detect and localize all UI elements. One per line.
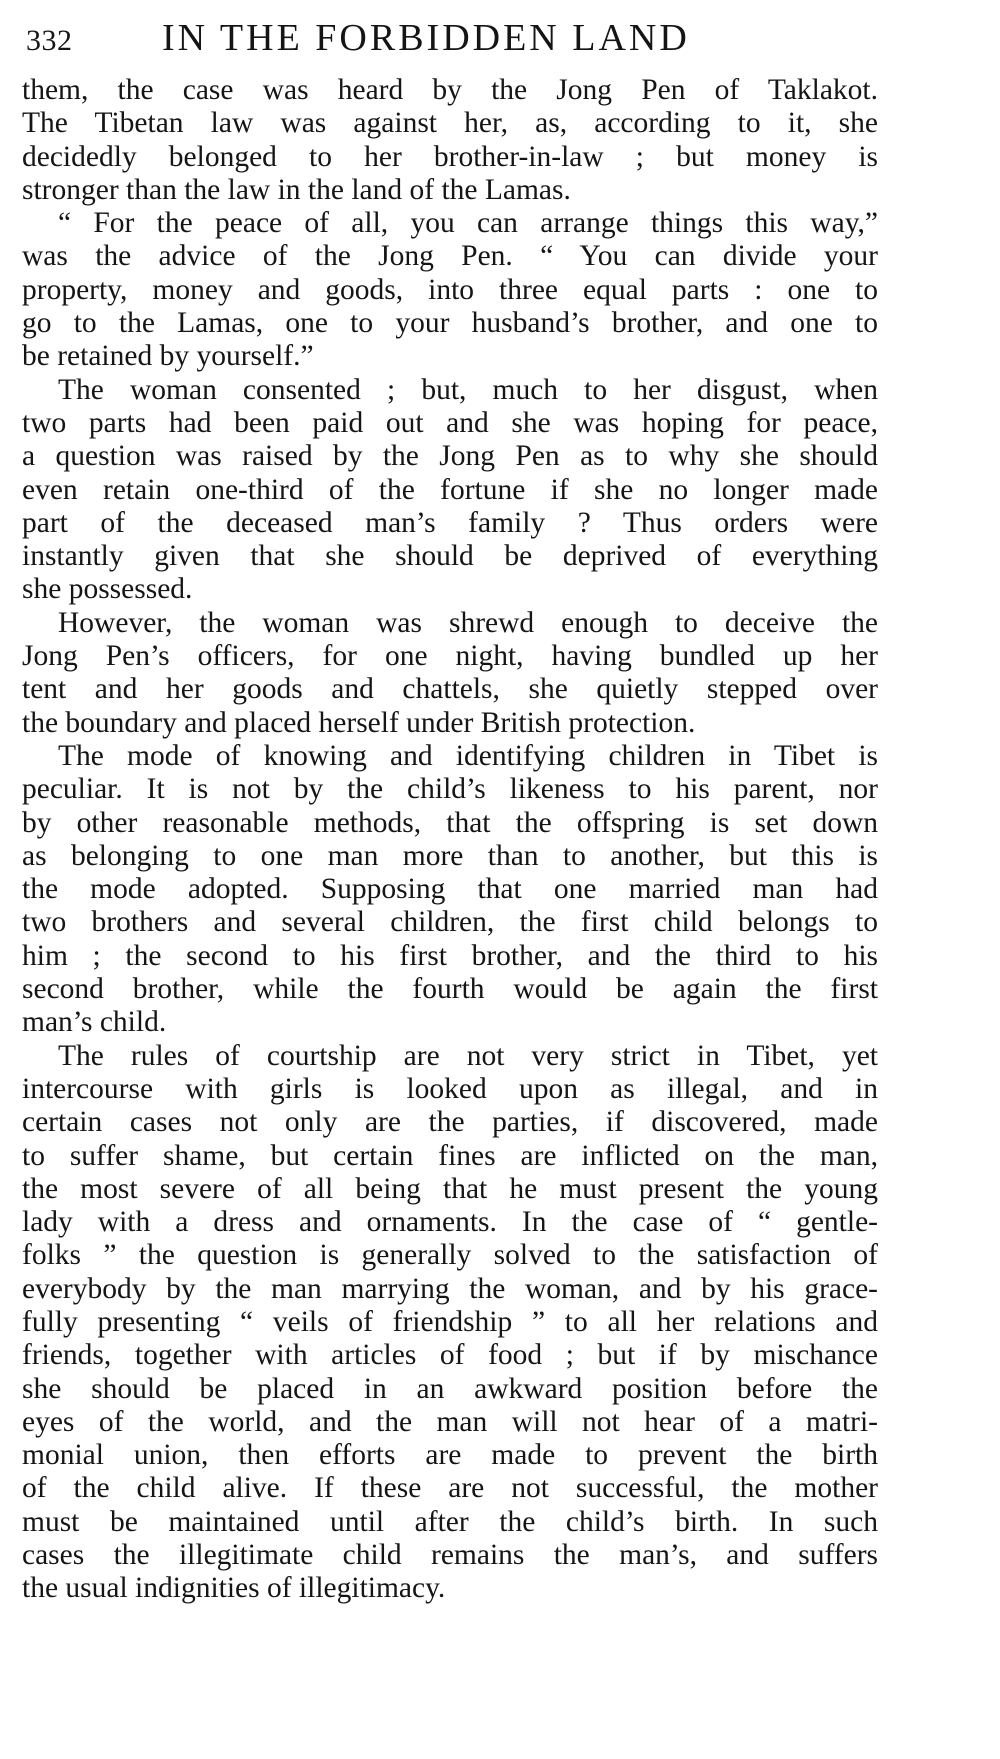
text-line: stronger than the law in the land of the Lamas. <box>22 173 571 206</box>
text-line: The rules of courtship are not very strict in Tibet, yet <box>58 1039 878 1072</box>
text-line: eyes of the world, and the man will not hear of a matri- <box>22 1405 878 1438</box>
running-title: IN THE FORBIDDEN LAND <box>162 17 690 59</box>
text-line: everybody by the man marrying the woman, and by his grace- <box>22 1272 878 1305</box>
text-line: of the child alive. If these are not successful, the mother <box>22 1472 878 1505</box>
text-line: second brother, while the fourth would be again the first <box>22 973 878 1006</box>
text-line: cases the illegitimate child remains the man’s, and suffers <box>22 1539 878 1572</box>
text-line: even retain one-third of the fortune if she no longer made <box>22 473 878 506</box>
paragraph <box>22 207 878 373</box>
text-line: fully presenting “ veils of friendship ” to all her relations and <box>22 1305 878 1338</box>
text-line: was the advice of the Jong Pen. “ You can divide your <box>22 240 878 273</box>
text-line: she should be placed in an awkward position before the <box>22 1372 878 1405</box>
paragraph <box>22 1040 878 1606</box>
page-number: 332 <box>26 24 73 57</box>
text-line: intercourse with girls is looked upon as illegal, and in <box>22 1072 878 1105</box>
text-line: However, the woman was shrewd enough to deceive the <box>58 606 878 639</box>
paragraph <box>22 740 878 1040</box>
text-line: a question was raised by the Jong Pen as to why she should <box>22 440 878 473</box>
text-line: by other reasonable methods, that the offspring is set down <box>22 806 878 839</box>
text-line: them, the case was heard by the Jong Pen of Taklakot. <box>22 74 878 106</box>
text-line: the usual indignities of illegitimacy. <box>22 1572 446 1605</box>
text-line: decidedly belonged to her brother-in-law ; but money is <box>22 140 878 173</box>
paragraph <box>22 607 878 740</box>
text-line: Jong Pen’s officers, for one night, having bundled up her <box>22 640 878 673</box>
text-line: “ For the peace of all, you can arrange things this way,” <box>58 207 878 240</box>
body-text <box>22 74 878 1606</box>
text-line: two brothers and several children, the first child belongs to <box>22 906 878 939</box>
text-line: folks ” the question is generally solved to the satisfaction of <box>22 1239 878 1272</box>
text-line: she possessed. <box>22 573 193 606</box>
text-line: the most severe of all being that he must present the young <box>22 1172 878 1205</box>
text-line: certain cases not only are the parties, if discovered, made <box>22 1106 878 1139</box>
book-page <box>22 14 878 1606</box>
page-header <box>22 14 878 64</box>
text-line: two parts had been paid out and she was hoping for peace, <box>22 406 878 439</box>
text-line: tent and her goods and chattels, she quietly stepped over <box>22 673 878 706</box>
paragraph <box>22 74 878 207</box>
text-line: The woman consented ; but, much to her disgust, when <box>58 373 878 406</box>
text-line: the boundary and placed herself under British protection. <box>22 706 696 739</box>
text-line: peculiar. It is not by the child’s likeness to his parent, nor <box>22 773 878 806</box>
text-line: lady with a dress and ornaments. In the case of “ gentle- <box>22 1206 878 1239</box>
text-line: monial union, then efforts are made to prevent the birth <box>22 1439 878 1472</box>
text-line: The mode of knowing and identifying children in Tibet is <box>58 739 878 772</box>
text-line: the mode adopted. Supposing that one married man had <box>22 873 878 906</box>
text-line: as belonging to one man more than to another, but this is <box>22 839 878 872</box>
text-line: go to the Lamas, one to your husband’s brother, and one to <box>22 307 878 340</box>
text-line: him ; the second to his first brother, and the third to his <box>22 939 878 972</box>
text-line: be retained by yourself.” <box>22 340 314 373</box>
text-line: property, money and goods, into three equal parts : one to <box>22 273 878 306</box>
text-line: friends, together with articles of food ; but if by mischance <box>22 1339 878 1372</box>
paragraph <box>22 374 878 607</box>
text-line: to suffer shame, but certain fines are inflicted on the man, <box>22 1139 878 1172</box>
text-line: part of the deceased man’s family ? Thus orders were <box>22 506 878 539</box>
text-line: man’s child. <box>22 1006 167 1039</box>
text-line: must be maintained until after the child’s birth. In such <box>22 1505 878 1538</box>
text-line: The Tibetan law was against her, as, according to it, she <box>22 107 878 140</box>
text-line: instantly given that she should be deprived of everything <box>22 540 878 573</box>
